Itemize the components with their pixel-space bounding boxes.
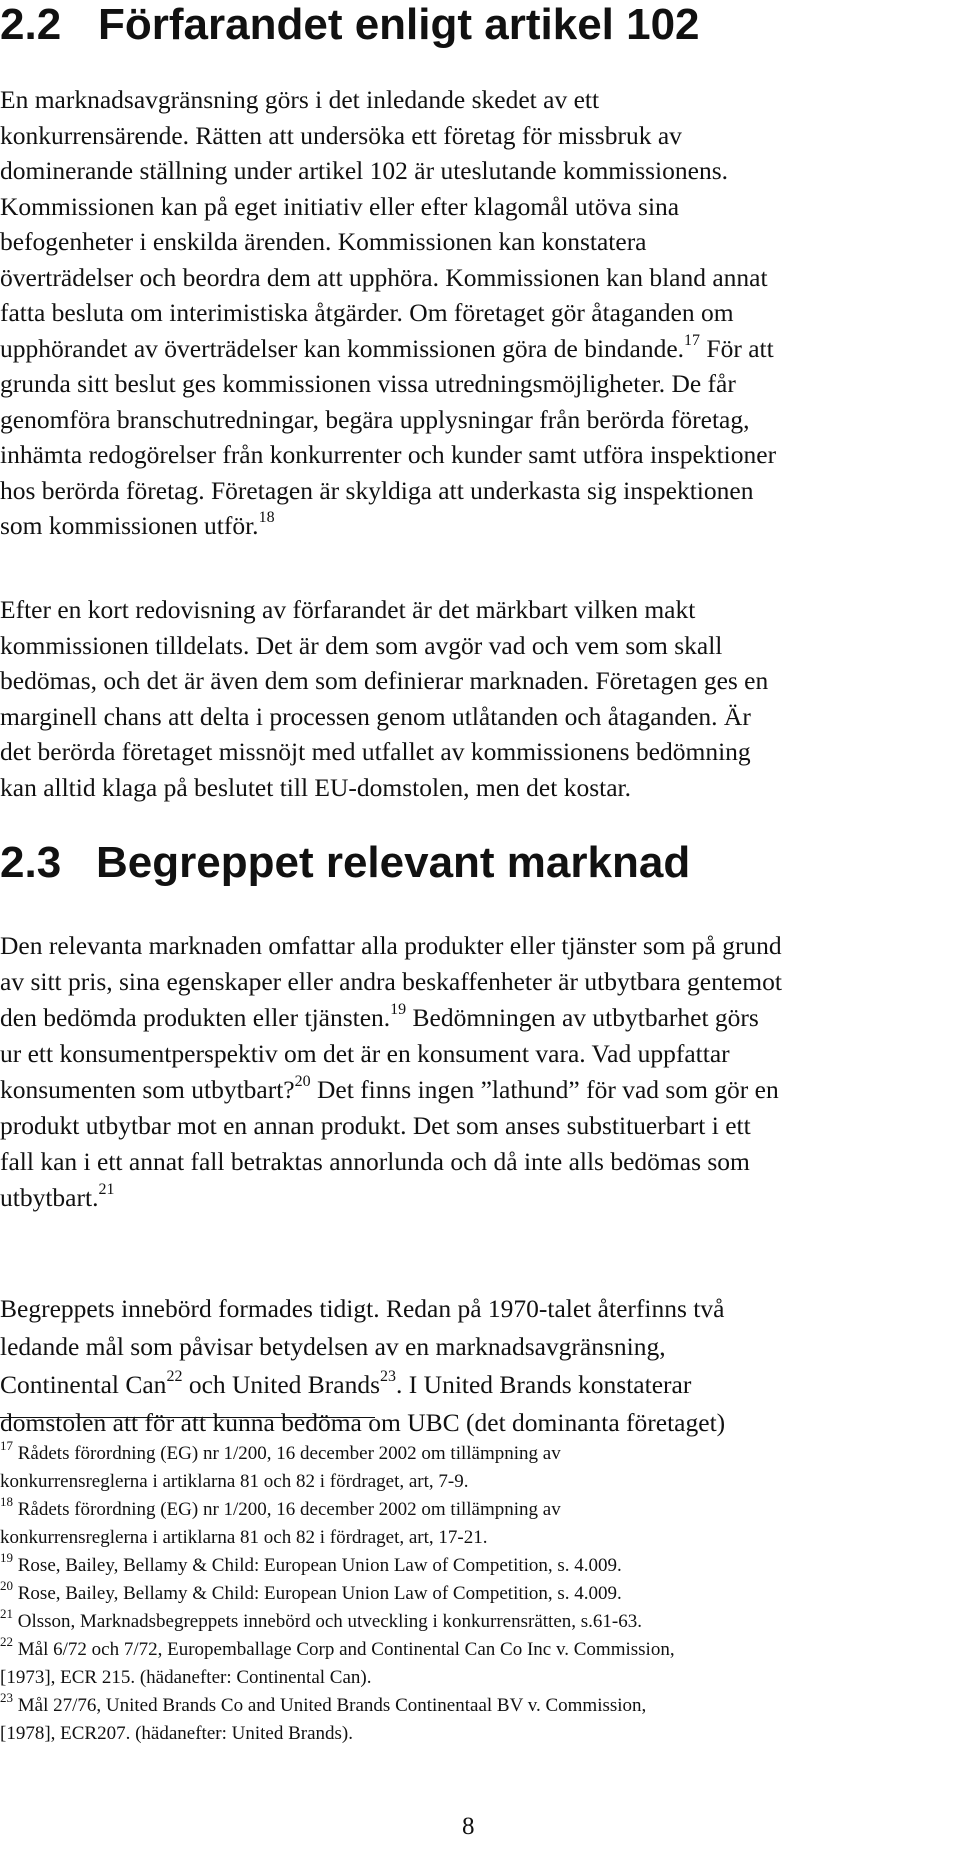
text-segment: konsumenten som utbytbart? bbox=[0, 1075, 295, 1104]
text-line: grunda sitt beslut ges kommissionen vissa utredningsmöjligheter. De får bbox=[0, 369, 736, 398]
footnote-line bbox=[0, 1608, 950, 1636]
footnote-ref-18[interactable]: 18 bbox=[258, 509, 275, 526]
footnote-text: Rådets förordning (EG) nr 1/200, 16 december 2002 om tillämpning av bbox=[13, 1499, 561, 1520]
footnote-text: Mål 6/72 och 7/72, Europemballage Corp and Continental Can Co Inc v. Commission, bbox=[13, 1639, 675, 1660]
paragraph-commission-power bbox=[0, 592, 950, 805]
paragraph-relevant-market bbox=[0, 928, 950, 1216]
text-line: fall kan i ett annat fall betraktas annorlunda och då inte alls bedömas som bbox=[0, 1147, 750, 1176]
section-heading-2-3 bbox=[0, 838, 690, 888]
text-segment: upphörandet av överträdelser kan kommissionen göra de bindande. bbox=[0, 333, 685, 363]
text-line: bedömas, och det är även dem som definierar marknaden. Företagen ges en bbox=[0, 666, 769, 695]
text-line bbox=[0, 508, 950, 544]
footnote-ref-19[interactable]: 19 bbox=[390, 1001, 407, 1018]
footnote-ref-21[interactable]: 21 bbox=[98, 1181, 115, 1198]
text-line: konkurrensärende. Rätten att undersöka ett företag för missbruk av bbox=[0, 120, 682, 150]
text-line bbox=[0, 1000, 950, 1036]
section-number: 2.2 bbox=[0, 0, 62, 49]
text-segment: som kommissionen utför. bbox=[0, 511, 259, 540]
footnote-number: 21 bbox=[0, 1606, 13, 1621]
text-line: domstolen att för att kunna bedöma om UBC (det dominanta företaget) bbox=[0, 1408, 726, 1437]
section-title: Förfarandet enligt artikel 102 bbox=[98, 0, 700, 49]
footnote-20 bbox=[0, 1580, 950, 1608]
text-line bbox=[0, 1180, 950, 1216]
footnote-line bbox=[0, 1552, 950, 1580]
footnote-ref-20[interactable]: 20 bbox=[294, 1073, 311, 1090]
footnote-21 bbox=[0, 1608, 950, 1636]
text-line: ledande mål som påvisar betydelsen av en marknadsavgränsning, bbox=[0, 1332, 666, 1361]
text-line bbox=[0, 1366, 950, 1404]
text-line: inhämta redogörelser från konkurrenter och kunder samt utföra inspektioner bbox=[0, 440, 777, 469]
text-line: av sitt pris, sina egenskaper eller andra beskaffenheter är utbytbara gentemot bbox=[0, 967, 782, 996]
footnote-22 bbox=[0, 1636, 950, 1692]
text-line: dominerande ställning under artikel 102 är uteslutande kommissionens. bbox=[0, 156, 729, 185]
footnotes bbox=[0, 1440, 950, 1748]
text-line: överträdelser och beordra dem att upphöra. Kommissionen kan bland annat bbox=[0, 262, 768, 292]
footnote-line bbox=[0, 1636, 950, 1664]
footnote-number: 18 bbox=[0, 1494, 13, 1509]
text-line: marginell chans att delta i processen genom utlåtanden och åtaganden. Är bbox=[0, 701, 751, 731]
paragraph-procedure bbox=[0, 82, 950, 544]
text-line bbox=[0, 331, 950, 367]
text-line: fatta besluta om interimistiska åtgärder. Om företaget gör åtaganden om bbox=[0, 298, 734, 327]
text-segment: Det finns ingen ”lathund” för vad som gör en bbox=[310, 1075, 779, 1104]
footnote-line: konkurrensreglerna i artiklarna 81 och 82 i fördraget, art, 7-9. bbox=[0, 1471, 469, 1492]
footnote-number: 20 bbox=[0, 1578, 13, 1593]
text-line: ur ett konsumentperspektiv om det är en konsument vara. Vad uppfattar bbox=[0, 1039, 730, 1068]
footnote-separator bbox=[0, 1417, 375, 1418]
footnote-18 bbox=[0, 1496, 950, 1552]
section-number: 2.3 bbox=[0, 838, 62, 887]
footnote-line bbox=[0, 1692, 950, 1720]
text-line: Efter en kort redovisning av förfarandet är det märkbart vilken makt bbox=[0, 595, 696, 624]
text-line: kommissionen tilldelats. Det är dem som avgör vad och vem som skall bbox=[0, 630, 723, 660]
footnote-line: konkurrensreglerna i artiklarna 81 och 82 i fördraget, art, 17-21. bbox=[0, 1527, 488, 1548]
footnote-text: Rose, Bailey, Bellamy & Child: European Union Law of Competition, s. 4.009. bbox=[13, 1555, 622, 1576]
footnote-19 bbox=[0, 1552, 950, 1580]
footnote-ref-22[interactable]: 22 bbox=[166, 1368, 183, 1385]
footnote-ref-17[interactable]: 17 bbox=[684, 331, 701, 349]
footnote-number: 23 bbox=[0, 1690, 13, 1705]
text-line: befogenheter i enskilda ärenden. Kommissionen kan konstatera bbox=[0, 227, 647, 256]
text-segment: utbytbart. bbox=[0, 1183, 99, 1212]
text-segment: den bedömda produkten eller tjänsten. bbox=[0, 1003, 391, 1032]
footnote-line: [1978], ECR207. (hädanefter: United Brands). bbox=[0, 1723, 353, 1744]
text-line: det berörda företaget missnöjt med utfallet av kommissionens bedömning bbox=[0, 737, 751, 766]
footnote-number: 17 bbox=[0, 1438, 13, 1453]
footnote-line bbox=[0, 1496, 950, 1524]
text-line: Begreppets innebörd formades tidigt. Redan på 1970-talet återfinns två bbox=[0, 1294, 725, 1323]
text-line: En marknadsavgränsning görs i det inledande skedet av ett bbox=[0, 85, 600, 114]
text-line: hos berörda företag. Företagen är skyldiga att underkasta sig inspektionen bbox=[0, 475, 754, 505]
footnote-23 bbox=[0, 1692, 950, 1748]
footnote-line bbox=[0, 1440, 950, 1468]
text-segment: och United Brands bbox=[182, 1370, 381, 1399]
section-title: Begreppet relevant marknad bbox=[96, 838, 691, 887]
footnote-text: Rådets förordning (EG) nr 1/200, 16 december 2002 om tillämpning av bbox=[13, 1443, 561, 1464]
footnote-line: [1973], ECR 215. (hädanefter: Continental Can). bbox=[0, 1667, 372, 1688]
text-line: produkt utbytbar mot en annan produkt. Det som anses substituerbart i ett bbox=[0, 1111, 751, 1140]
text-segment: Bedömningen av utbytbarhet görs bbox=[406, 1003, 759, 1032]
footnote-17 bbox=[0, 1440, 950, 1496]
footnote-text: Olsson, Marknadsbegreppets innebörd och utveckling i konkurrensrätten, s.61-63. bbox=[13, 1611, 642, 1632]
text-line: genomföra branschutredningar, begära upplysningar från berörda företag, bbox=[0, 404, 750, 434]
text-segment: Continental Can bbox=[0, 1370, 167, 1399]
section-heading-2-2 bbox=[0, 0, 700, 50]
footnote-number: 19 bbox=[0, 1550, 13, 1565]
page-number: 8 bbox=[462, 1813, 475, 1840]
text-segment: . I United Brands konstaterar bbox=[396, 1370, 692, 1399]
paragraph-early-cases bbox=[0, 1290, 950, 1442]
footnote-line bbox=[0, 1580, 950, 1608]
text-line: Kommissionen kan på eget initiativ eller efter klagomål utöva sina bbox=[0, 191, 680, 221]
footnote-ref-23[interactable]: 23 bbox=[380, 1368, 397, 1385]
text-segment: För att bbox=[700, 333, 774, 363]
footnote-number: 22 bbox=[0, 1634, 13, 1649]
text-line: kan alltid klaga på beslutet till EU-domstolen, men det kostar. bbox=[0, 772, 631, 802]
footnote-text: Rose, Bailey, Bellamy & Child: European Union Law of Competition, s. 4.009. bbox=[13, 1583, 622, 1604]
footnote-text: Mål 27/76, United Brands Co and United Brands Continentaal BV v. Commission, bbox=[13, 1695, 647, 1716]
text-line bbox=[0, 1072, 950, 1108]
text-line: Den relevanta marknaden omfattar alla produkter eller tjänster som på grund bbox=[0, 931, 782, 960]
